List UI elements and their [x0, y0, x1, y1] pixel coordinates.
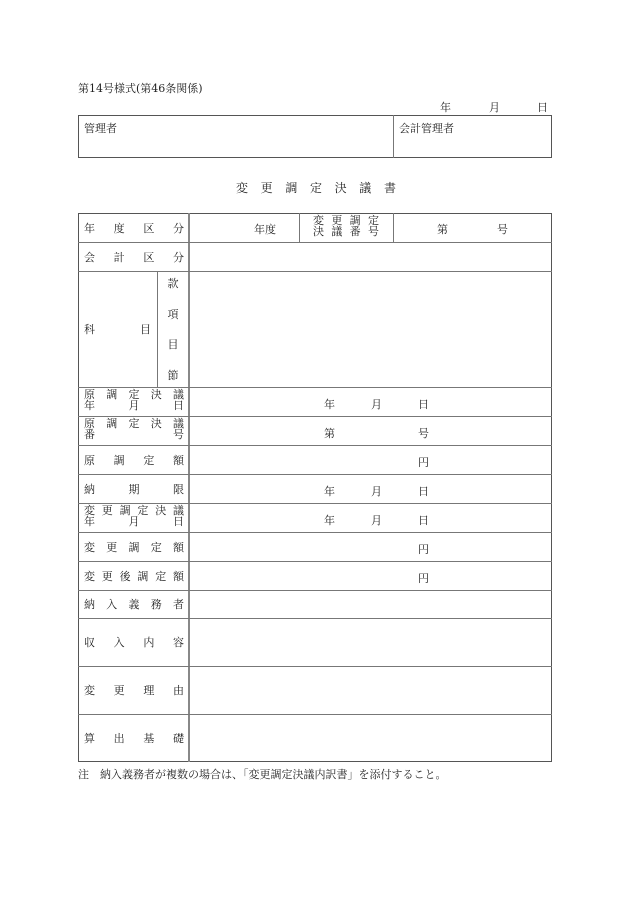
- change-decision-date-field[interactable]: [190, 504, 550, 531]
- label-char: 更: [113, 684, 125, 697]
- label-char: 会: [84, 250, 95, 264]
- yen-unit: 円: [418, 543, 429, 556]
- title-char: 変: [236, 181, 249, 195]
- label-original-decision-number: [84, 418, 184, 440]
- label-char: 礎: [172, 731, 184, 745]
- label-char: 決: [313, 225, 324, 238]
- year-unit: 年: [324, 514, 335, 527]
- label-char: 納: [84, 482, 95, 496]
- label-change-reason: [84, 666, 184, 714]
- account-division-field[interactable]: [190, 243, 550, 270]
- title-char: 書: [383, 181, 396, 195]
- change-decision-number-field[interactable]: [395, 214, 550, 241]
- label-char: 目: [140, 323, 151, 336]
- label-char: 定: [155, 569, 167, 583]
- label-char: 調: [137, 569, 149, 583]
- label-char: 区: [143, 250, 155, 264]
- month-unit: 月: [371, 398, 382, 411]
- month-unit: 月: [371, 514, 382, 527]
- label-calculation-basis: [84, 714, 184, 761]
- label-char: 出: [113, 731, 125, 745]
- label-change-amount: [84, 532, 184, 561]
- label-char: 理: [143, 684, 155, 697]
- label-char: 調: [106, 417, 118, 430]
- label-amount-after-change: [84, 561, 184, 590]
- subject-field[interactable]: [190, 272, 550, 386]
- approval-divider: [393, 115, 394, 158]
- calculation-basis-field[interactable]: [190, 715, 550, 760]
- label-char: 定: [143, 453, 155, 467]
- footnote: 注 納入義務者が複数の場合は、「変更調定決議内訳書」を添付すること。: [78, 768, 447, 781]
- label-char: 議: [173, 417, 184, 430]
- label-char: 内: [143, 636, 155, 649]
- label-char: 科: [84, 323, 95, 336]
- label-char: 議: [331, 225, 343, 238]
- label-char: 定: [367, 214, 379, 227]
- label-char: 額: [172, 569, 184, 583]
- label-char: 決: [150, 417, 162, 430]
- number-suffix: 号: [418, 427, 429, 440]
- label-char: 決: [150, 388, 162, 401]
- label-char: 算: [84, 731, 95, 745]
- header-date-year: 年: [440, 101, 451, 114]
- change-amount-field[interactable]: [190, 533, 550, 560]
- label-char: 原: [84, 453, 95, 467]
- label-char: 年: [84, 399, 95, 412]
- label-char: 調: [119, 504, 131, 517]
- label-original-amount: [84, 445, 184, 474]
- label-char: 決: [155, 504, 167, 517]
- label-char: 務: [150, 598, 162, 611]
- payment-deadline-field[interactable]: [190, 475, 550, 502]
- label-char: 号: [173, 428, 184, 441]
- payer-field[interactable]: [190, 591, 550, 617]
- label-char: 分: [172, 250, 184, 264]
- original-decision-date-field[interactable]: [190, 388, 550, 415]
- label-char: 日: [173, 399, 184, 412]
- fiscal-year-field[interactable]: [190, 214, 298, 241]
- label-char: 計: [113, 250, 125, 264]
- label-char: 入: [106, 598, 118, 611]
- label-char: 号: [367, 225, 379, 238]
- label-revenue-content: [84, 618, 184, 666]
- label-char: 収: [84, 636, 95, 649]
- title-char: 決: [334, 181, 347, 195]
- label-char: 原: [84, 388, 95, 401]
- label-char: 変: [84, 684, 95, 697]
- label-kan: 款: [167, 277, 179, 290]
- label-char: 定: [137, 504, 149, 517]
- title-char: 調: [285, 181, 298, 195]
- change-reason-field[interactable]: [190, 667, 550, 713]
- label-char: 更: [331, 214, 343, 227]
- year-unit: 年: [324, 398, 335, 411]
- title-char: 定: [309, 181, 322, 195]
- change-decision-number-label: [313, 215, 379, 237]
- label-char: 変: [84, 504, 95, 517]
- label-char: 更: [101, 569, 113, 583]
- revenue-content-field[interactable]: [190, 619, 550, 665]
- label-payment-deadline: [84, 474, 184, 503]
- accounting-manager-label: 会計管理者: [399, 122, 454, 135]
- label-char: 番: [84, 428, 95, 441]
- day-unit: 日: [418, 398, 429, 411]
- label-char: 調: [106, 388, 118, 401]
- label-char: 入: [113, 636, 125, 649]
- label-char: 基: [143, 731, 155, 745]
- accounting-manager-seal-field[interactable]: [399, 132, 547, 154]
- label-char: 変: [84, 540, 95, 554]
- label-char: 調: [349, 214, 361, 227]
- label-char: 区: [143, 221, 155, 235]
- label-char: 調: [128, 540, 140, 554]
- label-char: 度: [113, 221, 125, 235]
- label-original-decision-date: [84, 389, 184, 411]
- header-date-month: 月: [489, 101, 500, 114]
- label-char: 議: [172, 504, 184, 517]
- title-char: 議: [359, 181, 372, 195]
- title-char: 更: [260, 181, 273, 195]
- label-char: 分: [172, 221, 184, 235]
- label-char: 額: [173, 540, 184, 554]
- label-char: 後: [119, 569, 131, 583]
- document-title: [236, 179, 396, 196]
- fiscal-year-suffix: 年度: [254, 223, 276, 236]
- form-number: 第14号様式(第46条関係): [78, 82, 203, 95]
- label-char: 納: [84, 598, 95, 611]
- original-amount-field[interactable]: [190, 446, 550, 473]
- day-unit: 日: [418, 485, 429, 498]
- label-char: 議: [173, 388, 184, 401]
- label-char: 月: [128, 399, 140, 412]
- label-account-division: [84, 242, 184, 271]
- label-change-decision-date: [84, 505, 184, 527]
- month-unit: 月: [371, 485, 382, 498]
- yen-unit: 円: [418, 572, 429, 585]
- label-char: 番: [349, 225, 361, 238]
- number-prefix: 第: [324, 427, 335, 440]
- label-char: 更: [101, 504, 113, 517]
- label-char: 日: [173, 515, 184, 528]
- manager-label: 管理者: [84, 122, 117, 135]
- fy-divider-1: [299, 213, 300, 242]
- manager-seal-field[interactable]: [84, 132, 388, 154]
- original-decision-number-field[interactable]: [190, 417, 550, 444]
- label-char: 定: [128, 417, 140, 430]
- day-unit: 日: [418, 514, 429, 527]
- label-char: 額: [172, 453, 184, 467]
- label-char: 容: [172, 636, 184, 649]
- label-char: 由: [172, 684, 184, 697]
- label-char: 定: [150, 540, 162, 554]
- label-payer: [84, 590, 184, 618]
- label-char: 変: [84, 569, 95, 583]
- label-char: 年: [84, 221, 95, 235]
- label-moku: 目: [167, 338, 179, 352]
- number-suffix: 号: [497, 223, 508, 236]
- label-char: 調: [113, 453, 125, 467]
- header-date-day: 日: [537, 101, 548, 114]
- subject-sub-labels: [158, 275, 188, 383]
- label-kou: 項: [167, 307, 179, 321]
- label-char: 義: [128, 598, 140, 611]
- amount-after-change-field[interactable]: [190, 562, 550, 589]
- number-prefix: 第: [437, 223, 448, 236]
- label-fiscal-year-division: [84, 213, 184, 242]
- label-char: 月: [128, 515, 140, 528]
- label-char: 年: [84, 515, 95, 528]
- label-char: 者: [173, 598, 184, 611]
- label-subject: [84, 271, 151, 387]
- label-char: 期: [128, 482, 140, 496]
- label-char: 限: [173, 482, 184, 496]
- yen-unit: 円: [418, 456, 429, 469]
- label-char: 更: [106, 540, 118, 554]
- label-setsu: 節: [167, 368, 179, 382]
- year-unit: 年: [324, 485, 335, 498]
- label-char: 定: [128, 388, 140, 401]
- fy-divider-2: [393, 213, 394, 242]
- label-char: 変: [313, 214, 324, 227]
- label-char: 原: [84, 417, 95, 430]
